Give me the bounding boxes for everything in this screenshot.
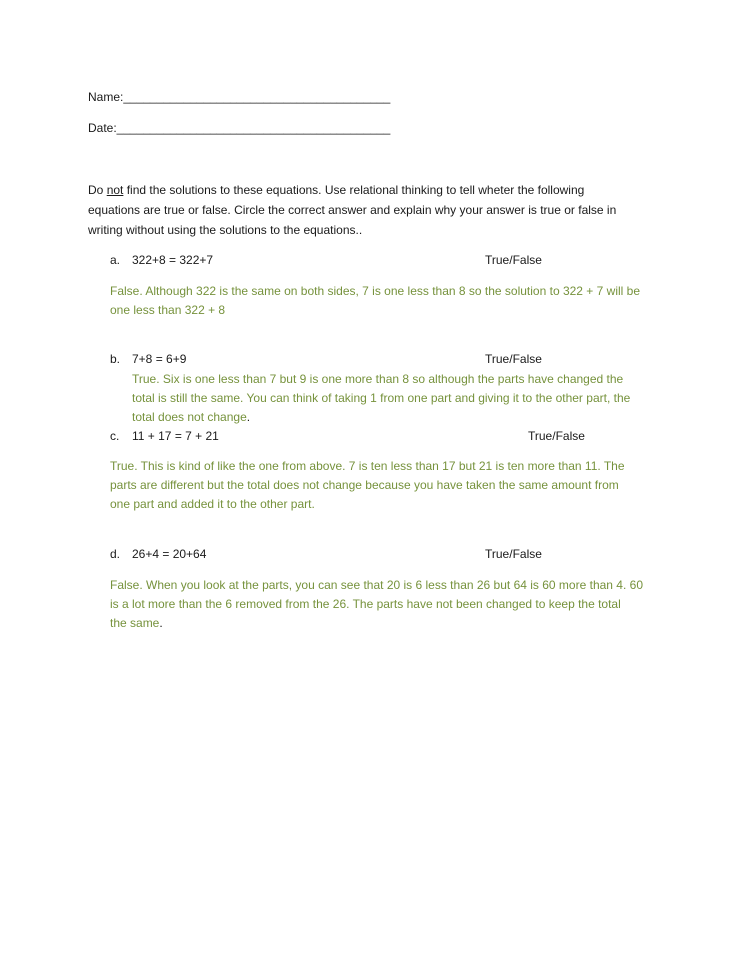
answer-c-line-2: parts are different but the total does not change because you have taken the same amount from [110,478,619,492]
answer-d-text: the same [110,616,160,630]
question-a-equation: 322+8 = 322+7 [132,253,214,267]
answer-b-line-3 [132,407,250,427]
answer-b-period: . [246,410,251,424]
answer-a-line-1: False. Although 322 is the same on both sides, 7 is one less than 8 so the solution to 322 + 7 will be [110,284,641,298]
answer-a-line-2: one less than 322 + 8 [110,303,226,317]
answer-d-period: . [159,616,163,630]
question-b-letter: b. [110,352,121,366]
instructions-emphasis: not [106,183,124,197]
question-b-choice: True/False [485,352,542,366]
instructions-line-1 [88,180,584,200]
question-d-equation: 26+4 = 20+64 [132,547,207,561]
question-a-choice: True/False [485,253,542,267]
answer-c-line-3: one part and added it to the other part. [110,497,315,511]
answer-b-line-2: total is still the same. You can think of taking 1 from one part and giving it to the other part, the [132,391,631,405]
question-d-letter: d. [110,547,121,561]
date-field: Date:_________________________________________ [88,121,391,135]
instructions-text: find the solutions to these equations. Use relational thinking to tell wheter the following [123,183,585,197]
answer-d-line-2: is a lot more than the 6 removed from the 26. The parts have not been changed to keep the total [110,597,621,611]
question-c-equation: 11 + 17 = 7 + 21 [132,429,219,443]
question-d-choice: True/False [485,547,542,561]
answer-d-line-3 [110,613,163,633]
question-a-letter: a. [110,253,121,267]
instructions-line-3: writing without using the solutions to the equations.. [88,223,363,237]
answer-b-line-1: True. Six is one less than 7 but 9 is one more than 8 so although the parts have changed the [132,372,624,386]
question-c-choice: True/False [528,429,585,443]
answer-b-text: total does not change [132,410,247,424]
question-c-letter: c. [110,429,120,443]
answer-d-line-1: False. When you look at the parts, you can see that 20 is 6 less than 26 but 64 is 60 more than 4. 60 [110,578,643,592]
instructions-line-2: equations are true or false. Circle the correct answer and explain why your answer is true or false in [88,203,617,217]
name-field: Name:________________________________________ [88,90,391,104]
question-b-equation: 7+8 = 6+9 [132,352,187,366]
instructions-text: Do [88,183,107,197]
answer-c-line-1: True. This is kind of like the one from above. 7 is ten less than 17 but 21 is ten more than 11. The [110,459,625,473]
